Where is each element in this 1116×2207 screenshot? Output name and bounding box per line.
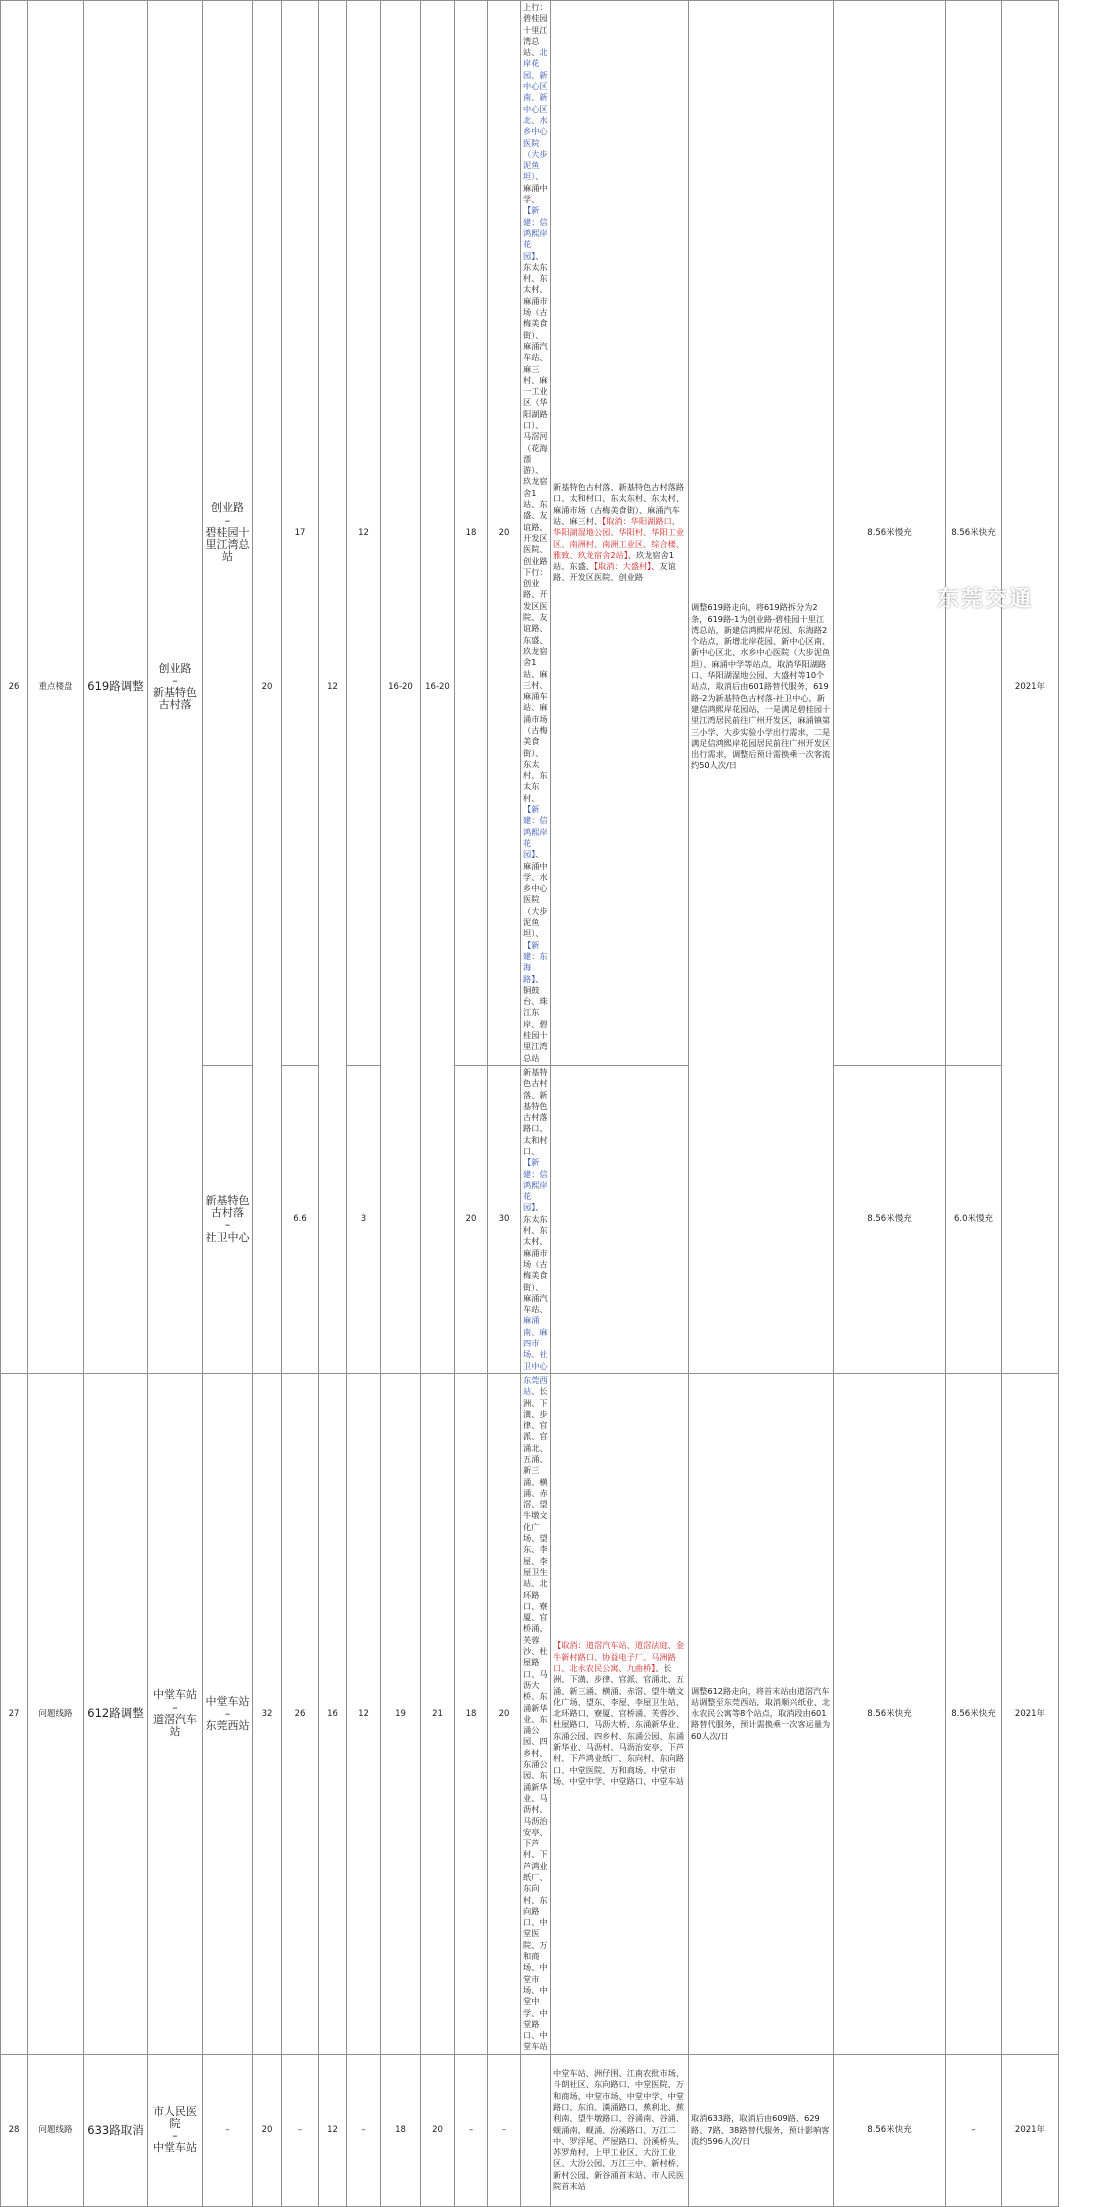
stop-segment: 、东太东村、东太村、麻涌市场（古梅美食街）、麻涌汽车站、麻三村、麻一工业区（华阳湖路口）、马滘河（花海漂游）、玖龙宿舍1站、东盛、友谊路、开发区医院、创业路下行：创业路、开发区医院、友谊路、东盛、玖龙宿舍1站、麻三村、麻涌车站、麻涌市场（古梅美食街）、东太村、东太东村、 [523, 250, 548, 803]
adjustment-description: 调整619路走向，将619路拆分为2条，619路-1为创业路-碧桂园十里江湾总站，新建信鸿熙岸花园、东海路2个站点，新增北岸花园、新中心区南、新中心区北、水乡中心医院（大步泥鱼坦）、麻涌中学等站点，取消华阳湖路口、华阳湖湿地公园、大盛村等10个站点，取消后由601路替代服务，619路-2为新基特色古村落-社卫中心，新建信鸿熙岸花园站，一是满足碧桂园十里江湾居民前往广州开发区，麻涌镇第三小学、大步实验小学出行需求，二是满足信鸿熙岸花园居民前往广州开发区出行需求，调整后预计需换乘一次客流约50人次/日 [689, 1, 834, 1374]
cell-value: 16-20 [381, 1, 421, 1374]
vehicle-type: – [946, 2054, 1002, 2206]
row-category: 问题线路 [28, 1373, 84, 2054]
old-stops-list [551, 1, 689, 1066]
stop-segment: 【新建：信鸿熙岸花园】 [523, 1157, 548, 1213]
stop-segment: 【新建：信鸿熙岸花园】 [523, 804, 548, 860]
cell-value: – [488, 2054, 521, 2206]
new-stops-list [521, 2054, 551, 2206]
row-number: 28 [1, 2054, 28, 2206]
cell-value: 32 [253, 1373, 282, 2054]
cell-value: 20 [253, 1, 282, 1374]
stop-segment: 上行：碧桂园十里江湾总站、 [523, 2, 548, 58]
new-stops-list [521, 1065, 551, 1373]
cell-value: – [455, 2054, 488, 2206]
table-row [1, 1, 1116, 1066]
stop-segment: 东莞西站 [523, 1374, 548, 1397]
cell-value: 19 [381, 1373, 421, 2054]
stop-segment: 、长洲、下潢、步律、官派、官涌北、五涌、新三涌、横涌、赤滘、望牛墩文化广场、望东、李屋、李屋卫生站、北环路口、寮厦、官桥涌、芙蓉沙、杜屋路口、马沥大桥、东涌新华业、东涌公园、四乡村、东涌公园、东涌新华业、马沥村、马沥治安亭、下芦村、下芦鸿业纸厂、东向村、东向路口、中堂医院、万和商场、中堂市场、中堂中学、中堂路口、中堂车站 [523, 1386, 548, 2052]
row-title: 612路调整 [84, 1373, 148, 2054]
vehicle-type: 8.56米快充 [946, 1, 1002, 1066]
watermark-text: 东莞交通 [937, 587, 1034, 612]
row-route: 市人民医 院 – 中堂车站 [148, 2054, 203, 2206]
cell-value: 12 [347, 1373, 381, 2054]
cell-value: 6.6 [282, 1065, 319, 1373]
cell-value: 12 [319, 2054, 347, 2206]
stop-segment: 、铜鼓台、珠江东岸、碧桂园十里江湾总站 [523, 973, 548, 1063]
stop-segment: 、麻涌中学、 [523, 171, 548, 205]
row-number: 26 [1, 1, 28, 1374]
stop-segment: 、友谊路、开发区医院、创业路 [553, 561, 676, 583]
stop-segment: 【取消：道滘汽车站、道滘法庭、金牛新村路口、协益电子厂、马洲路口、北永农民公寓、九曲桥】 [553, 1640, 685, 1673]
cell-value: 20 [421, 2054, 455, 2206]
cell-value: 21 [421, 1373, 455, 2054]
row-category: 重点楼盘 [28, 1, 84, 1374]
row-year: 2021年 [1002, 1373, 1059, 2054]
row-number: 27 [1, 1373, 28, 2054]
cell-value: – [203, 2054, 253, 2206]
vehicle-type: 8.56米快充 [946, 1373, 1002, 2054]
cell-value: 16-20 [421, 1, 455, 1374]
row-year: 2021年 [1002, 1, 1059, 1374]
stop-segment: 【取消：大盛村】 [593, 561, 652, 572]
new-stops-list [521, 1, 551, 1066]
row-route: 创业路 – 新基特色 古村落 [148, 1, 203, 1374]
stop-segment: 【取消：华阳湖路口、华阳湖湿地公园、华阳村、华阳工业区、南洲村、南洲工业区、综合楼、雅致、玖龙宿舍2站】 [553, 516, 685, 560]
stop-segment: 、长洲、下潢、步律、官派、官涌北、五涌、新三涌、横涌、赤滘、望牛墩文化广场、望东、李屋、李屋卫生站、北环路口、寮厦、官桥涌、芙蓉沙、杜屋路口、马沥大桥、东涌新华业、东涌公园、四乡村、东涌公园、东涌新华业、马沥村、马沥治安亭、下芦村、下芦鸿业纸厂、东向村、东向路口、中堂医院、万和商场、中堂市场、中堂中学、中堂路口、中堂车站 [553, 1662, 685, 1786]
sub-route: 中堂车站 – 东莞西站 [203, 1373, 253, 2054]
cell-value: 3 [347, 1065, 381, 1373]
stop-segment: 、东太东村、东太村、麻涌市场（古梅美食街）、麻涌汽车站、 [523, 1202, 548, 1315]
cell-value: 20 [455, 1065, 488, 1373]
cell-value: 20 [488, 1, 521, 1066]
row-route: 中堂车站 – 道滘汽车 站 [148, 1373, 203, 2054]
vehicle-type: 8.56米快充 [834, 1373, 946, 2054]
cell-value: 18 [381, 2054, 421, 2206]
stop-segment: 【新建：信鸿熙岸花园】 [523, 205, 548, 261]
row-category: 问题线路 [28, 2054, 84, 2206]
stop-segment: 新基特色古村落、新基特色古村落路口、太和村口、东太东村、东太村、麻涌市场（古梅美食街）、麻涌汽车站、麻三村、 [553, 482, 685, 526]
cell-value: 16 [319, 1373, 347, 2054]
stop-segment: 中堂车站、洲仔围、江南农批市场、斗朗社区、东向路口、中堂医院、万和商场、中堂市场、中堂中学、中堂路口、东泊、漢涌路口、蕉利北、蕉利南、望牛墩路口、谷涌南、谷涌、蚬涌南、蚬涌、汾溪路口、万江二中、罗浮尾、严屋路口、汾溪桥头、苏罗角村、上甲工业区、大汾工业区、大汾公园、万江三中、新村桥、新村公园、新谷涌首末站、市人民医院首末站 [553, 2068, 685, 2192]
stop-segment: 麻涌南、麻四市场、社卫中心 [523, 1315, 548, 1371]
wechat-logo-icon [905, 585, 931, 611]
cell-value: 30 [488, 1065, 521, 1373]
cell-value: 26 [282, 1373, 319, 2054]
watermark [905, 582, 1033, 613]
old-stops-list [551, 2054, 689, 2206]
vehicle-type: 8.56米慢充 [834, 1, 946, 1066]
new-stops-list [521, 1373, 551, 2054]
old-stops-list [551, 1065, 689, 1373]
vehicle-type: 8.56米快充 [834, 2054, 946, 2206]
cell-value: – [347, 2054, 381, 2206]
cell-value: 18 [455, 1373, 488, 2054]
cell-value: – [282, 2054, 319, 2206]
table-row [1, 1373, 1116, 2054]
stop-segment: 、玖龙宿舍1站、东盛、 [553, 549, 674, 572]
old-stops-list [551, 1373, 689, 2054]
sub-route: 新基特色 古村落 – 社卫中心 [203, 1065, 253, 1373]
stop-segment: 新基特色古村落、新基特色古村落路口、太和村口、 [523, 1066, 548, 1156]
stop-segment: 北岸花园、新中心区南、新中心区北、水乡中心医院（大步泥鱼坦） [523, 47, 548, 182]
cell-value: 17 [282, 1, 319, 1066]
row-title: 633路取消 [84, 2054, 148, 2206]
cell-value: 18 [455, 1, 488, 1066]
cell-value: 12 [347, 1, 381, 1066]
stop-segment: 、麻涌中学、水乡中心医院（大步泥鱼坦）、 [523, 849, 548, 939]
vehicle-type: 6.0米慢充 [946, 1065, 1002, 1373]
cell-value: 20 [488, 1373, 521, 2054]
sub-route: 创业路 – 碧桂园十 里江湾总 站 [203, 1, 253, 1066]
adjustment-description: 取消633路，取消后由609路、629路、7路、38路替代服务，预计影响客流约596人次/日 [689, 2054, 834, 2206]
row-title: 619路调整 [84, 1, 148, 1374]
row-year: 2021年 [1002, 2054, 1059, 2206]
cell-value: 12 [319, 1, 347, 1374]
cell-value: 20 [253, 2054, 282, 2206]
stop-segment: 【新建：东海路】 [523, 939, 548, 984]
vehicle-type: 8.56米慢充 [834, 1065, 946, 1373]
table-row [1, 2054, 1116, 2206]
adjustment-description: 调整612路走向，将首末站由道滘汽车站调整至东莞西站，取消顺兴纸业、北永农民公寓等8个站点，取消段由601路替代服务，预计需换乘一次客运量为60人次/日 [689, 1373, 834, 2054]
